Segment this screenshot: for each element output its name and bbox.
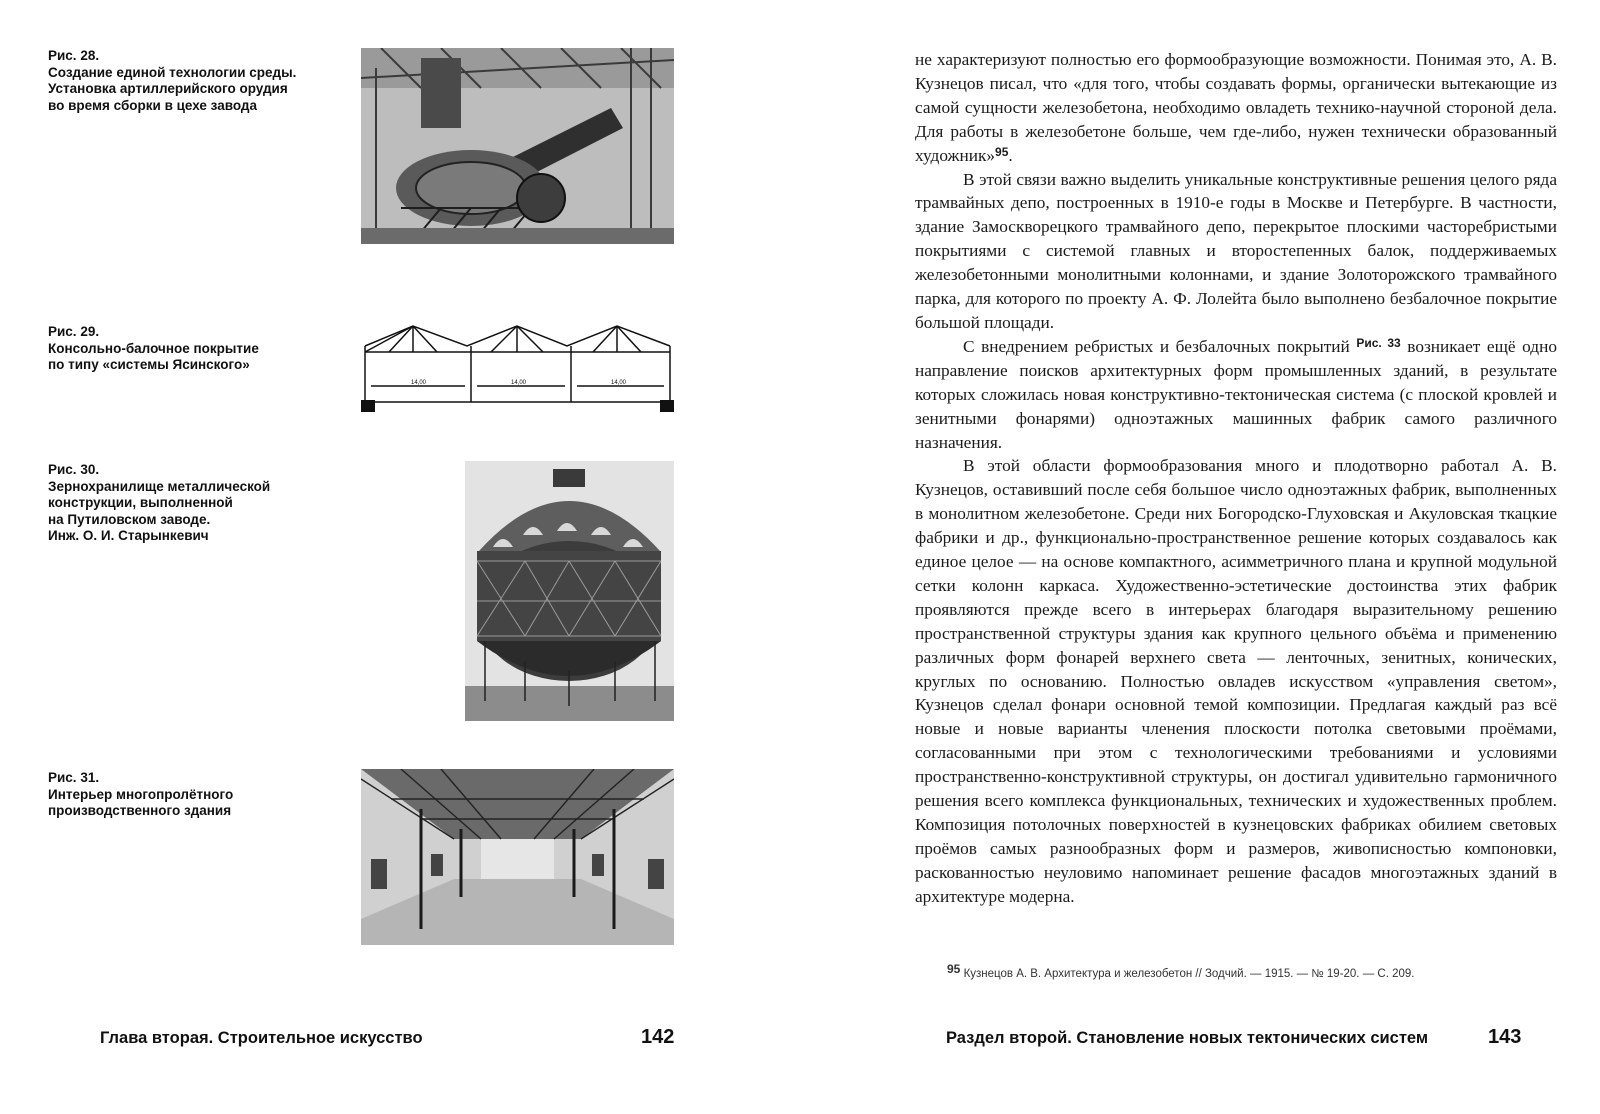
paragraph-3	[915, 335, 1557, 455]
caption-fig29	[48, 324, 338, 374]
dim-label-1: 14,00	[411, 380, 427, 386]
caption-fig28-label: Рис. 28.	[48, 48, 100, 63]
caption-fig31-label: Рис. 31.	[48, 770, 100, 785]
artillery-photo-illustration	[361, 48, 674, 244]
running-title-right: Раздел второй. Становление новых тектонических систем	[946, 1029, 1429, 1047]
caption-fig28	[48, 48, 338, 114]
figure-ref-33: Рис. 33	[1356, 335, 1401, 350]
running-title-left: Глава вторая. Строительное искусство	[100, 1029, 423, 1047]
page-number-right: 143	[1488, 1026, 1522, 1048]
page-number-left: 142	[641, 1026, 675, 1048]
section-drawing	[361, 322, 674, 414]
figure-granary-photo	[465, 461, 674, 721]
caption-fig30-label: Рис. 30.	[48, 462, 100, 477]
caption-fig31-line1: Интерьер многопролётного	[48, 786, 234, 802]
figure-multispan-interior-engraving	[361, 769, 674, 945]
dim-label-3: 14,00	[611, 380, 627, 386]
dim-label-2: 14,00	[511, 380, 527, 386]
caption-fig29-label: Рис. 29.	[48, 324, 100, 339]
caption-fig31-line2: производственного здания	[48, 803, 232, 818]
paragraph-3-before: С внедрением ребристых и безбалочных покрытий	[963, 336, 1350, 356]
figure-artillery-assembly-photo	[361, 48, 674, 244]
footnote-number: 95	[947, 962, 961, 976]
footnote	[947, 962, 1567, 980]
caption-fig30-line2: конструкции, выполненной	[48, 495, 233, 510]
footnote-text: Кузнецов А. В. Архитектура и железобетон // Зодчий. — 1915. — № 19-20. — С. 209.	[963, 968, 1415, 980]
caption-fig28-line3: во время сборки в цехе завода	[48, 97, 257, 113]
caption-fig28-line2: Установка артиллерийского орудия	[48, 81, 288, 96]
caption-fig28-line1: Создание единой технологии среды.	[48, 64, 297, 80]
paragraph-2: В этой связи важно выделить уникальные конструктивные решения целого ряда трамвайных депо, построенных в 1910-е годы в Москве и Петербурге. В частности, здание Замоскворецкого трамвайного депо, перекрытое плоскими часторебристыми покрытиями с системой главных и второстепенных балок, поддерживаемых железобетонными монолитными колоннами, и здание Золоторожского трамвайного парка, для которого по проекту А. Ф. Лолейта было выполнено безбалочное покрытие большой площади.	[915, 169, 1557, 332]
caption-fig30-line4: Инж. О. И. Старынкевич	[48, 528, 209, 543]
figure-yasinsky-section-drawing	[361, 322, 674, 414]
footnote-ref-95: 95	[995, 144, 1009, 159]
caption-fig30-line3: на Путиловском заводе.	[48, 511, 211, 527]
granary-illustration	[465, 461, 674, 721]
right-page	[800, 0, 1600, 1114]
paragraph-1-text: не характеризуют полностью его формообразующие возможности. Понимая это, А. В. Кузнецов писал, что «для того, чтобы создавать формы, органически вытекающие из самой сущности железобетона, необходимо овладеть технико-научной стороной дела. Для работы в железобетоне больше, чем где-либо, нужен технически образованный художник»	[915, 50, 1557, 165]
caption-fig30	[48, 462, 338, 545]
paragraph-4: В этой области формообразования много и плодотворно работал А. В. Кузнецов, оставивший после себя большое число одноэтажных фабрик, выполненных в монолитном железобетоне. Среди них Богородско-Глуховская и Акуловская ткацкие фабрики и др., функционально-пространственное решение которых создавалось как единое целое — на основе компактного, асимметричного плана и крупной модульной сетки колонн каркаса. Художественно-эстетические достоинства этих фабрик проявляются прежде всего в интерьерах благодаря выразительному решению пространственной структуры здания как крупного цельного объёма и применению различных форм фонарей верхнего света — ленточных, зенитных, конических, круглых по основанию. Полностью овладев искусством «управления светом», Кузнецов сделал фонари основной темой композиции. Предлагая каждый раз всё новые и новые варианты членения плоскости потолка световыми проёмами, согласованными при этом с технологическими требованиями и условиями пространственно-конструктивной структуры, он достигал удивительно гармоничного решения всего комплекса функциональных, технических и художественных проблем. Композиция потолочных поверхностей в кузнецовских фабриках обилием световых проёмов самых разнообразных форм и размеров, живописностью компоновки, раскованностью неуловимо напоминает решение фасадов многоэтажных зданий в архитектуре модерна.	[915, 456, 1557, 906]
paragraph-1: не характеризуют полностью его формообразующие возможности. Понимая это, А. В. Кузнецов писал, что «для того, чтобы создавать формы, органически вытекающие из самой сущности железобетона, необходимо овладеть технико-научной стороной дела. Для работы в железобетоне больше, чем где-либо, нужен технически образованный художник»$^{95}$.	[915, 50, 1557, 165]
caption-fig29-line1: Консольно-балочное покрытие	[48, 340, 259, 356]
caption-fig30-line1: Зернохранилище металлической	[48, 478, 271, 494]
body-text	[915, 48, 1557, 909]
caption-fig31	[48, 770, 338, 820]
paragraph-3-after: возникает ещё одно направление поисков архитектурных форм промышленных зданий, в результате которых сложилась новая конструктивно-тектоническая система (с плоской кровлей и зенитными фонарями) одноэтажных машинных фабрик самого различного назначения.	[915, 336, 1557, 452]
caption-fig29-line2: по типу «системы Ясинского»	[48, 357, 250, 372]
interior-engraving	[361, 769, 674, 945]
